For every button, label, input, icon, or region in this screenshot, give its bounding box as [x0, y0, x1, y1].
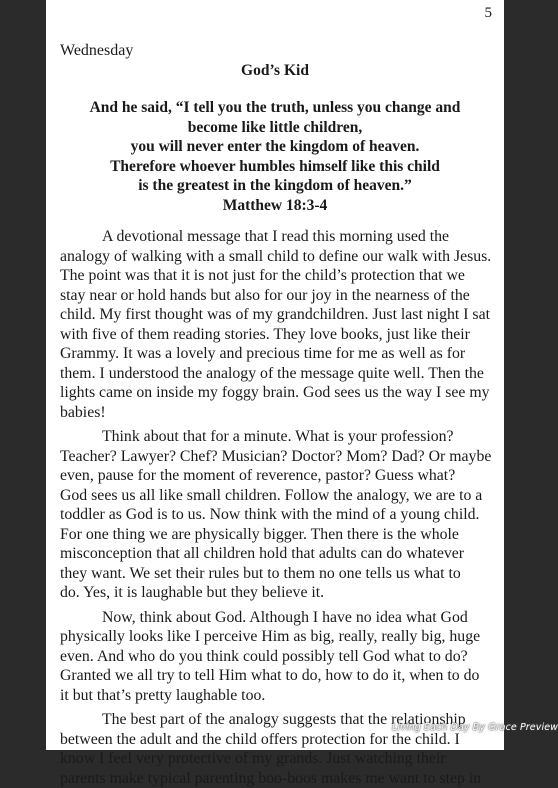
- body-line: A devotional message that I read this morning used the: [60, 227, 496, 247]
- paragraph: [60, 608, 496, 706]
- body-line: even, pause for the moment of reverence, pastor? Guess what?: [60, 466, 496, 486]
- body-line: do. Yes, it is laughable but they believe it.: [60, 583, 496, 603]
- body-line: know I feel very protective of my grands. Just watching their: [60, 749, 496, 769]
- body-line: Now, think about God. Although I have no idea what God: [60, 608, 496, 628]
- verse-line: is the greatest in the kingdom of heaven.”: [46, 176, 504, 196]
- body-line: Think about that for a minute. What is your profession?: [60, 427, 496, 447]
- body-line: between the adult and the child offers protection for the child. I: [60, 730, 496, 750]
- body-line: it but that’s pretty laughable too.: [60, 686, 496, 706]
- body-line: God sees us all like small children. Follow the analogy, we are to a: [60, 486, 496, 506]
- body-line: Teacher? Lawyer? Chef? Musician? Doctor? Mom? Dad? Or maybe: [60, 447, 496, 467]
- paragraph: [60, 227, 496, 422]
- verse-line: you will never enter the kingdom of heaven.: [46, 137, 504, 157]
- body-line: them. I understood the analogy of the message quite well. Then the: [60, 364, 496, 384]
- preview-watermark: Living Each Day By Grace Preview: [392, 722, 558, 733]
- body-line: Grammy. It was a lovely and precious time for me as well as for: [60, 344, 496, 364]
- verse-line: Therefore whoever humbles himself like this child: [46, 157, 504, 177]
- body-line: lights came on inside my foggy brain. God sees us the way I see my: [60, 383, 496, 403]
- body-line: toddler as God is to us. Now think with the mind of a young child.: [60, 505, 496, 525]
- body-line: stay near or hold hands but also for our joy in the nearness of the: [60, 286, 496, 306]
- devotional-body: [60, 227, 496, 788]
- body-line: with five of them reading stories. They love books, just like their: [60, 325, 496, 345]
- body-line: even. And who do you think could possibly tell God what to do?: [60, 647, 496, 667]
- book-page: [46, 0, 504, 750]
- body-line: babies!: [60, 403, 496, 423]
- body-line: misconception that all children hold that adults can do whatever: [60, 544, 496, 564]
- paragraph: [60, 427, 496, 603]
- verse-reference: Matthew 18:3-4: [46, 196, 504, 216]
- body-line: analogy of walking with a small child to define our walk with Jesus.: [60, 247, 496, 267]
- verse-line: And he said, “I tell you the truth, unless you change and: [46, 98, 504, 118]
- body-line: For one thing we are physically bigger. Then there is the whole: [60, 525, 496, 545]
- verse-line: become like little children,: [46, 118, 504, 138]
- day-heading: Wednesday: [60, 42, 133, 60]
- body-line: child. My first thought was of my grandchildren. Just last night I sat: [60, 305, 496, 325]
- body-line: The point was that it is not just for the child’s protection that we: [60, 266, 496, 286]
- devotional-title: God’s Kid: [46, 62, 504, 80]
- body-line: physically looks like I perceive Him as big, really, really big, huge: [60, 627, 496, 647]
- body-line: The best part of the analogy suggests that the relationship: [60, 710, 496, 730]
- body-line: parents make typical parenting boo-boos makes me want to step in: [60, 769, 496, 788]
- page-number: 5: [485, 5, 493, 22]
- scripture-verse: [46, 98, 504, 216]
- body-line: they want. We set their rules but to them no one tells us what to: [60, 564, 496, 584]
- body-line: Granted we all try to tell Him what to do, how to do it, when to do: [60, 666, 496, 686]
